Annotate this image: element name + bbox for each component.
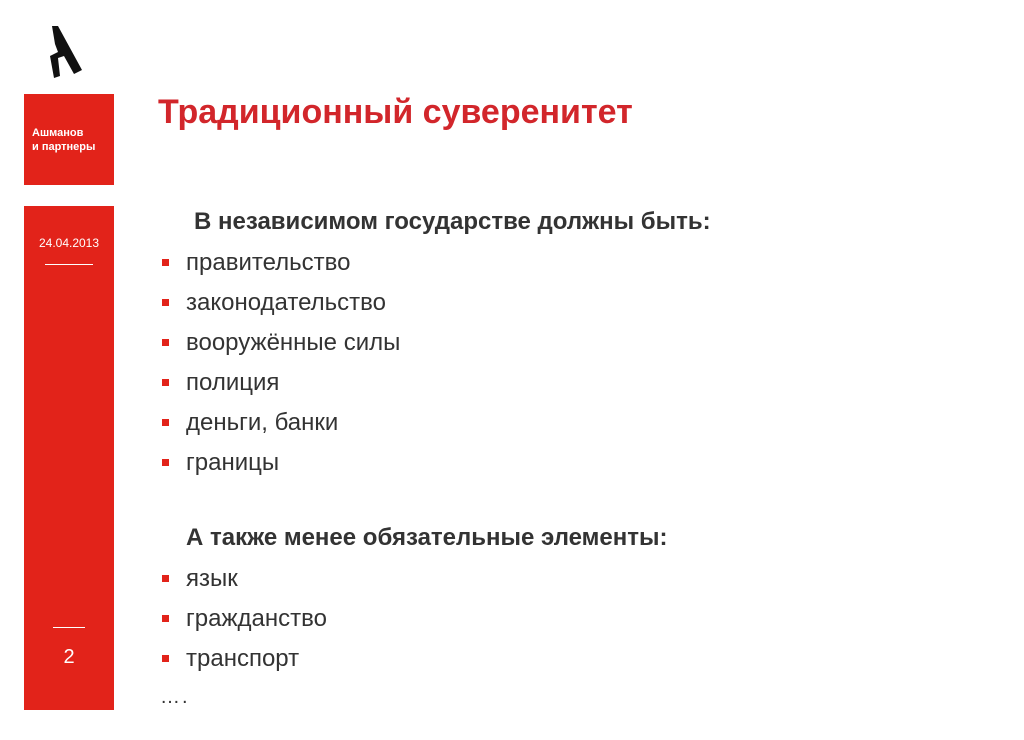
square-bullet-icon — [162, 299, 169, 306]
list-item — [158, 326, 400, 366]
slide-date: 24.04.2013 — [38, 236, 100, 250]
list-item — [158, 406, 400, 446]
square-bullet-icon — [162, 339, 169, 346]
square-bullet-icon — [162, 459, 169, 466]
list-item-text: транспорт — [186, 645, 300, 672]
brand-text: Ашманов и партнеры — [32, 127, 96, 153]
square-bullet-icon — [162, 259, 169, 266]
date-divider — [45, 264, 93, 265]
list-item — [158, 446, 400, 486]
list-item — [158, 246, 400, 286]
list-item — [158, 562, 327, 602]
list-item-text: гражданство — [186, 605, 327, 632]
section2-heading: А также менее обязательные элементы: — [186, 524, 668, 551]
slide-title: Традиционный суверенитет — [158, 93, 633, 131]
square-bullet-icon — [162, 379, 169, 386]
list-item-text: правительство — [186, 249, 351, 276]
list-item-text: язык — [186, 565, 238, 592]
section2-list — [158, 562, 327, 682]
brand-block — [24, 94, 114, 185]
section1-heading: В независимом государстве должны быть: — [194, 208, 711, 235]
square-bullet-icon — [162, 655, 169, 662]
ellipsis: …. — [160, 686, 190, 708]
list-item-text: полиция — [186, 369, 280, 396]
list-item — [158, 602, 327, 642]
list-item-text: границы — [186, 449, 280, 476]
square-bullet-icon — [162, 575, 169, 582]
section1-list — [158, 246, 400, 486]
page-number-divider — [53, 627, 85, 628]
list-item-text: деньги, банки — [186, 409, 339, 436]
side-bar — [24, 206, 114, 710]
square-bullet-icon — [162, 615, 169, 622]
list-item — [158, 366, 400, 406]
ashmanov-logo-icon — [42, 22, 92, 82]
page-number: 2 — [63, 646, 75, 668]
list-item — [158, 286, 400, 326]
square-bullet-icon — [162, 419, 169, 426]
list-item-text: законодательство — [186, 289, 386, 316]
list-item — [158, 642, 327, 682]
list-item-text: вооружённые силы — [186, 329, 401, 356]
